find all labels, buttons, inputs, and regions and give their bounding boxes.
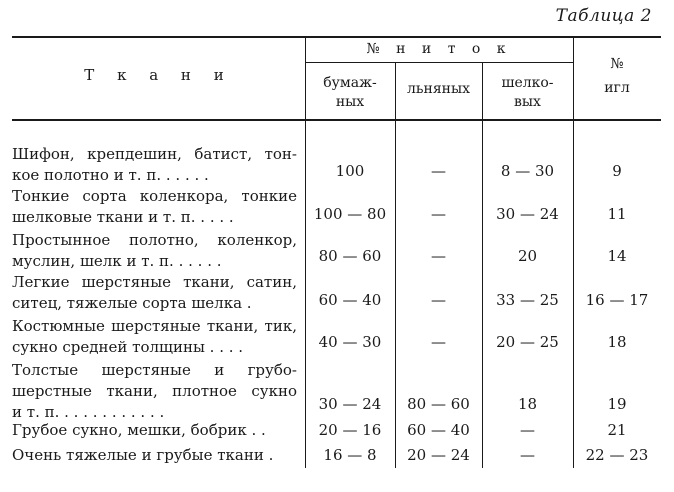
row-6-silk: — (520, 421, 535, 439)
row-5-fabric-line-3: и т. п. . . . . . . . . . . . (12, 403, 165, 421)
row-2-fabric-line-2: муслин, шелк и т. п. . . . . . (12, 252, 222, 270)
row-5-fabric (12, 360, 297, 423)
row-1-needles: 11 (607, 205, 627, 223)
row-3-fabric (12, 272, 297, 314)
row-4-cotton: 40 — 30 (318, 333, 382, 351)
row-0-linen: — (431, 162, 446, 180)
row-6-fabric-line-1: Грубое сукно, мешки, бобрик . . (12, 421, 266, 439)
header-linen: льняных (406, 81, 471, 97)
row-6-needles: 21 (607, 421, 627, 439)
row-2-fabric-line-1: Простынное полотно, коленкор, (12, 231, 297, 249)
row-1-linen: — (431, 205, 446, 223)
header-silk (482, 74, 573, 112)
row-0-needles: 9 (612, 162, 622, 180)
row-2-cotton: 80 — 60 (318, 247, 382, 265)
threads-group-rule (305, 62, 573, 63)
header-threads-group: № н и т о к (366, 41, 512, 57)
row-1-fabric (12, 186, 297, 228)
row-2-silk: 20 (517, 247, 538, 265)
row-1-cotton: 100 — 80 (313, 205, 387, 223)
row-4-needles: 18 (607, 333, 627, 351)
header-cotton-line-1: бумаж- (323, 75, 377, 91)
row-4-silk: 20 — 25 (496, 333, 559, 351)
row-3-fabric-line-2: ситец, тяжелые сорта шелка . (12, 294, 252, 312)
header-silk-line-2: вых (514, 94, 541, 110)
row-0-cotton: 100 (335, 162, 365, 180)
row-6-fabric (12, 420, 297, 441)
row-3-fabric-line-1: Легкие шерстяные ткани, сатин, (12, 273, 297, 291)
row-2-fabric (12, 230, 297, 272)
row-4-fabric (12, 316, 297, 358)
row-5-silk: 18 (517, 395, 538, 413)
row-7-linen: 20 — 24 (407, 446, 470, 464)
row-5-needles: 19 (607, 395, 627, 413)
row-4-fabric-line-2: сукно средней толщины . . . . (12, 338, 244, 356)
row-5-linen: 80 — 60 (407, 395, 470, 413)
header-fabrics: Т к а н и (84, 66, 233, 84)
header-silk-line-1: шелко- (501, 75, 554, 91)
row-5-fabric-line-1: Толстые шерстяные и грубо- (12, 361, 297, 379)
row-2-needles: 14 (607, 247, 627, 265)
header-needles-line-2: игл (604, 80, 630, 96)
row-7-cotton: 16 — 8 (323, 446, 377, 464)
header-needles (573, 52, 661, 100)
row-4-linen: — (431, 333, 446, 351)
row-5-cotton: 30 — 24 (318, 395, 382, 413)
row-7-needles: 22 — 23 (585, 446, 649, 464)
row-0-silk: 8 — 30 (500, 162, 555, 180)
row-3-cotton: 60 — 40 (318, 291, 382, 309)
row-6-linen: 60 — 40 (407, 421, 470, 439)
table-caption: Таблица 2 (555, 6, 652, 26)
row-1-silk: 30 — 24 (496, 205, 559, 223)
row-0-fabric-line-1: Шифон, крепдешин, батист, тон- (12, 145, 297, 163)
row-3-silk: 33 — 25 (496, 291, 559, 309)
row-0-fabric-line-2: кое полотно и т. п. . . . . . (12, 166, 209, 184)
row-7-fabric-line-1: Очень тяжелые и грубые ткани . (12, 446, 274, 464)
row-7-silk: — (520, 446, 535, 464)
row-0-fabric (12, 144, 297, 186)
row-3-needles: 16 — 17 (585, 291, 649, 309)
row-1-fabric-line-2: шелковые ткани и т. п. . . . . (12, 208, 234, 226)
header-needles-line-1: № (610, 56, 624, 72)
table-top-rule (12, 36, 661, 38)
header-cotton-line-2: ных (335, 94, 365, 110)
row-2-linen: — (431, 247, 446, 265)
row-5-fabric-line-2: шерстные ткани, плотное сукно (12, 382, 297, 400)
header-bottom-rule (12, 119, 661, 121)
row-3-linen: — (431, 291, 446, 309)
row-7-fabric (12, 445, 297, 466)
row-6-cotton: 20 — 16 (318, 421, 382, 439)
row-4-fabric-line-1: Костюмные шерстяные ткани, тик, (12, 317, 297, 335)
row-1-fabric-line-1: Тонкие сорта коленкора, тонкие (12, 187, 297, 205)
header-cotton (305, 74, 395, 112)
